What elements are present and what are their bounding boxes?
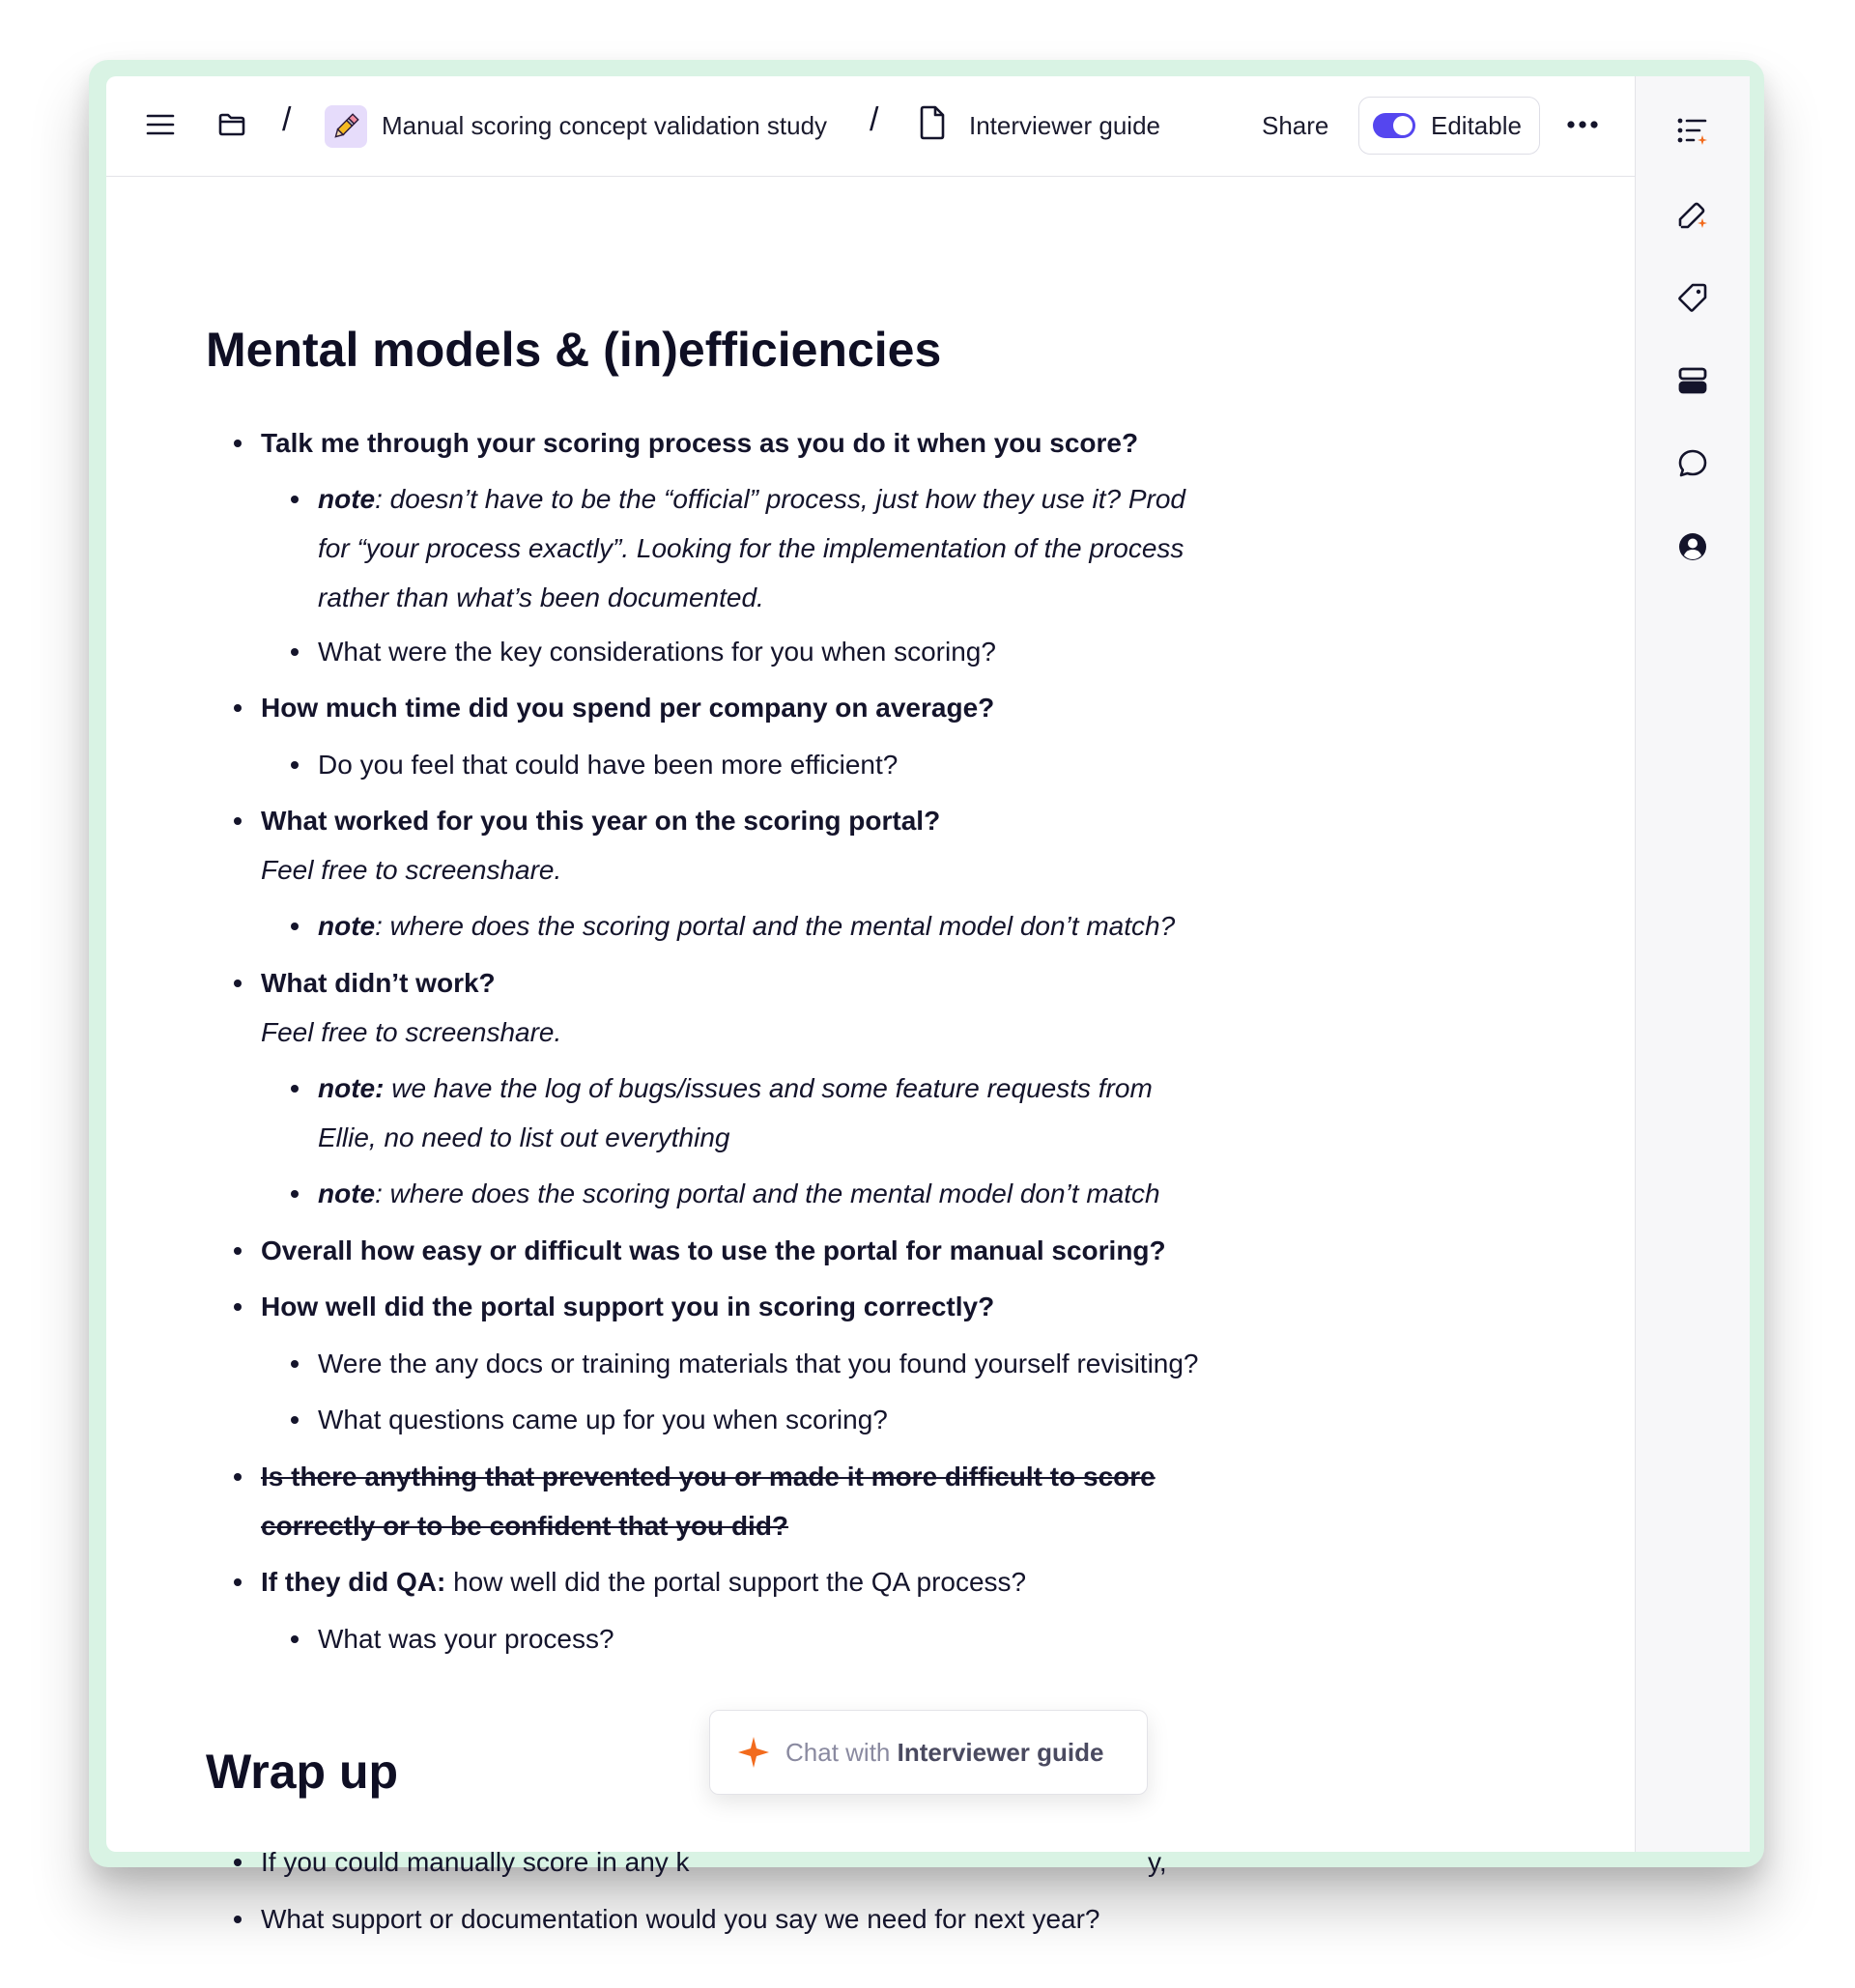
note-text: : doesn’t have to be the “official” process, just how they use it? Prod bbox=[375, 484, 1186, 514]
top-bar bbox=[106, 76, 1635, 177]
section-heading: Wrap up bbox=[206, 1745, 399, 1799]
note-text: we have the log of bugs/issues and some feature requests from bbox=[384, 1073, 1153, 1103]
tag-icon[interactable] bbox=[1674, 279, 1711, 316]
qa-label: If they did QA: bbox=[261, 1567, 446, 1597]
note-line bbox=[318, 480, 1185, 519]
bullet bbox=[234, 1473, 242, 1481]
question-text: What worked for you this year on the scoring portal? bbox=[261, 806, 941, 836]
question-text: How well did the portal support you in scoring correctly? bbox=[261, 1292, 995, 1321]
struck-question-text: correctly or to be confident that you did? bbox=[261, 1511, 789, 1541]
note-label: note bbox=[318, 911, 376, 941]
chat-with-document-button[interactable] bbox=[709, 1710, 1148, 1795]
more-options-icon[interactable] bbox=[1565, 111, 1600, 138]
question-text: how well did the portal support the QA process? bbox=[445, 1567, 1027, 1597]
breadcrumb-separator: / bbox=[282, 101, 292, 138]
sub-question-text: What were the key considerations for you when scoring? bbox=[318, 637, 996, 667]
bullet bbox=[291, 1416, 299, 1424]
bullet bbox=[291, 1085, 299, 1093]
sub-question-text: What questions came up for you when scoring? bbox=[318, 1405, 888, 1434]
note-text: : where does the scoring portal and the mental model don’t match bbox=[375, 1179, 1160, 1208]
bullet bbox=[234, 1247, 242, 1255]
chat-prefix: Chat with bbox=[785, 1737, 898, 1767]
note-label: note bbox=[318, 484, 376, 514]
note-text: for “your process exactly”. Looking for the implementation of the process bbox=[318, 533, 1184, 563]
hint-text: Feel free to screenshare. bbox=[261, 855, 562, 885]
question-text: What didn’t work? bbox=[261, 968, 496, 998]
edit-sparkle-icon[interactable] bbox=[1674, 196, 1711, 233]
bullet bbox=[291, 1360, 299, 1368]
bullet bbox=[234, 817, 242, 825]
bullet bbox=[291, 1635, 299, 1643]
bullet bbox=[234, 1859, 242, 1866]
bullet bbox=[234, 980, 242, 987]
bullet bbox=[291, 648, 299, 656]
note-label: note: bbox=[318, 1073, 385, 1103]
editable-label: Editable bbox=[1431, 110, 1522, 140]
right-sidebar bbox=[1635, 76, 1750, 1852]
app-window bbox=[106, 76, 1749, 1934]
chat-target: Interviewer guide bbox=[897, 1737, 1104, 1767]
question-text: How much time did you spend per company on average? bbox=[261, 693, 995, 723]
list-item: What support or documentation would you say we need for next year? bbox=[261, 1904, 1100, 1934]
sparkle-icon bbox=[737, 1736, 770, 1769]
chat-bubble-icon[interactable] bbox=[1674, 445, 1711, 482]
section-heading: Mental models & (in)efficiencies bbox=[206, 323, 942, 377]
note-line bbox=[318, 907, 1175, 946]
bullet bbox=[291, 923, 299, 930]
breadcrumb-document[interactable]: Interviewer guide bbox=[969, 111, 1160, 140]
document-content bbox=[106, 177, 1635, 1934]
note-line bbox=[318, 1069, 1153, 1108]
bullet bbox=[234, 1578, 242, 1586]
note-text: rather than what’s been documented. bbox=[318, 582, 764, 612]
document-icon bbox=[918, 105, 951, 144]
note-text: Ellie, no need to list out everything bbox=[318, 1122, 730, 1152]
hint-text: Feel free to screenshare. bbox=[261, 1017, 562, 1047]
menu-icon[interactable] bbox=[141, 105, 180, 144]
question-line bbox=[261, 1563, 1026, 1602]
note-text: : where does the scoring portal and the mental model don’t match? bbox=[375, 911, 1176, 941]
sub-question-text: Were the any docs or training materials that you found yourself revisiting? bbox=[318, 1349, 1199, 1378]
user-circle-icon[interactable] bbox=[1674, 528, 1711, 565]
bullet bbox=[234, 704, 242, 712]
chat-label bbox=[785, 1738, 1103, 1768]
question-text: Overall how easy or difficult was to use the portal for manual scoring? bbox=[261, 1235, 1166, 1265]
pencil-icon bbox=[325, 105, 367, 148]
bullet bbox=[291, 1190, 299, 1198]
folder-icon[interactable] bbox=[213, 105, 251, 144]
outline-sparkle-icon[interactable] bbox=[1674, 113, 1711, 150]
list-item: If you could manually score in any k bbox=[261, 1847, 690, 1877]
bullet bbox=[291, 496, 299, 503]
note-label: note bbox=[318, 1179, 376, 1208]
editable-toggle[interactable] bbox=[1358, 97, 1540, 155]
question-text: Talk me through your scoring process as you do it when you score? bbox=[261, 428, 1139, 458]
struck-question-text: Is there anything that prevented you or made it more difficult to score bbox=[261, 1462, 1156, 1491]
breadcrumb-separator: / bbox=[870, 101, 879, 138]
share-button[interactable]: Share bbox=[1262, 111, 1329, 140]
toggle-switch[interactable] bbox=[1373, 113, 1415, 138]
list-item-tail: y, bbox=[1148, 1847, 1167, 1877]
toggle-knob bbox=[1393, 116, 1413, 135]
database-icon[interactable] bbox=[1674, 362, 1711, 399]
bullet bbox=[291, 761, 299, 769]
bullet bbox=[234, 1916, 242, 1923]
note-line bbox=[318, 1175, 1160, 1213]
sub-question-text: What was your process? bbox=[318, 1624, 614, 1654]
sub-question-text: Do you feel that could have been more efficient? bbox=[318, 750, 899, 780]
breadcrumb-study[interactable]: Manual scoring concept validation study bbox=[382, 111, 828, 140]
bullet bbox=[234, 440, 242, 447]
bullet bbox=[234, 1303, 242, 1311]
